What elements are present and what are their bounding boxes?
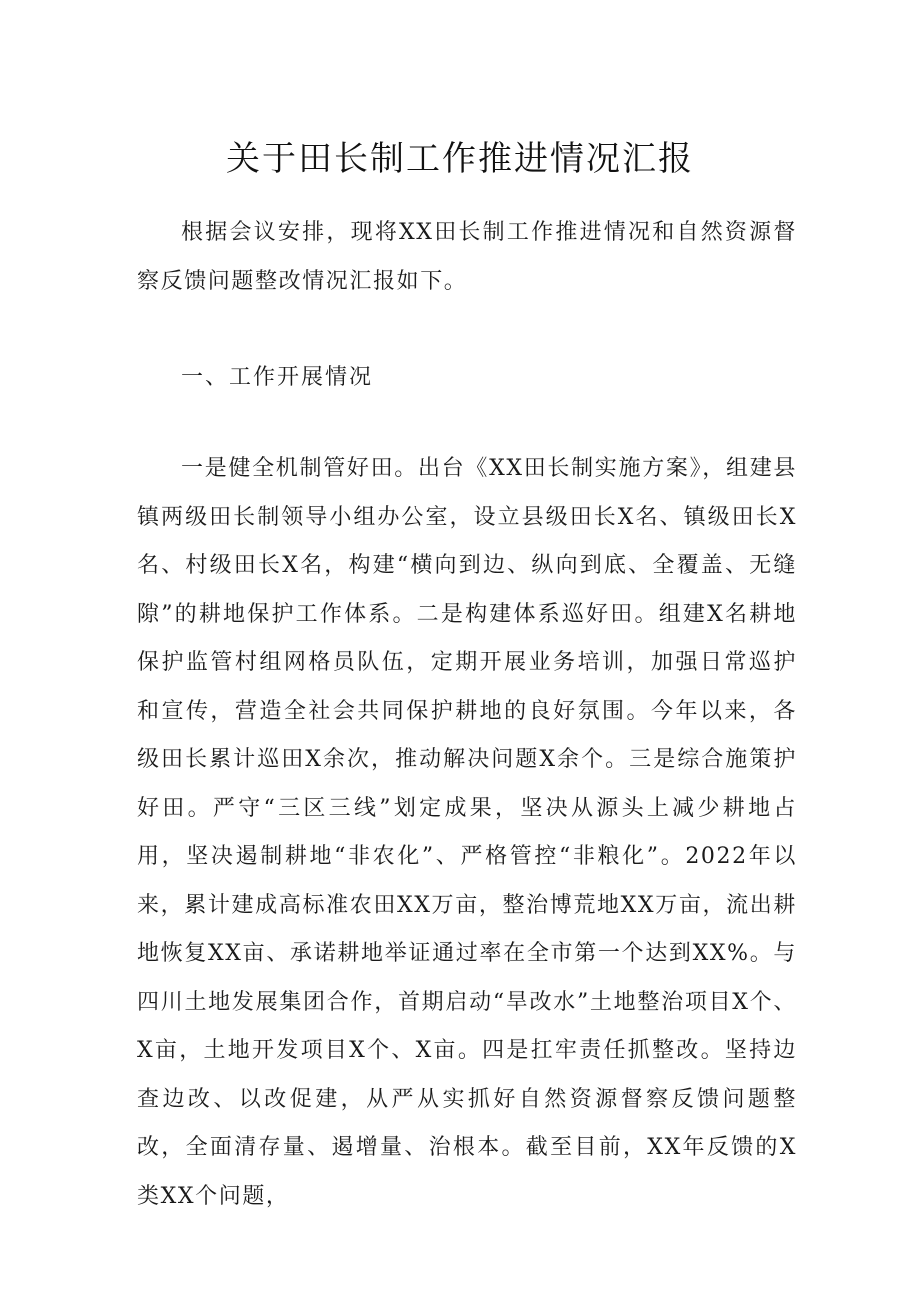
body-paragraph: 一是健全机制管好田。出台《XX田长制实施方案》，组建县镇两级田长制领导小组办公室，设立县级田长X名、镇级田长X名、村级田长X名，构建“横向到边、纵向到底、全覆盖、无缝隙”的耕地保护工作体系。二是构建体系巡好田。组建X名耕地保护监管村组网格员队伍，定期开展业务培训，加强日常巡护和宣传，营造全社会共同保护耕地的良好氛围。今年以来，各级田长累计巡田X余次，推动解决问题X余个。三是综合施策护好田。严守“三区三线”划定成果，坚决从源头上减少耕地占用，坚决遏制耕地“非农化”、严格管控“非粮化”。2022年以来，累计建成高标准农田XX万亩，整治博荒地XX万亩，流出耕地恢复XX亩、承诺耕地举证通过率在全市第一个达到XX%。与四川土地发展集团合作，首期启动“旱改水”土地整治项目X个、X亩，土地开发项目X个、X亩。四是扛牢责任抓整改。坚持边查边改、以改促建，从严从实抓好自然资源督察反馈问题整改，全面清存量、遏增量、治根本。截至目前，XX年反馈的X类XX个问题， (137, 456, 797, 1209)
intro-paragraph: 根据会议安排，现将XX田长制工作推进情况和自然资源督察反馈问题整改情况汇报如下。 (137, 220, 797, 294)
section-heading: 一、工作开展情况 (181, 365, 374, 390)
document-title: 关于田长制工作推进情况汇报 (226, 138, 694, 179)
